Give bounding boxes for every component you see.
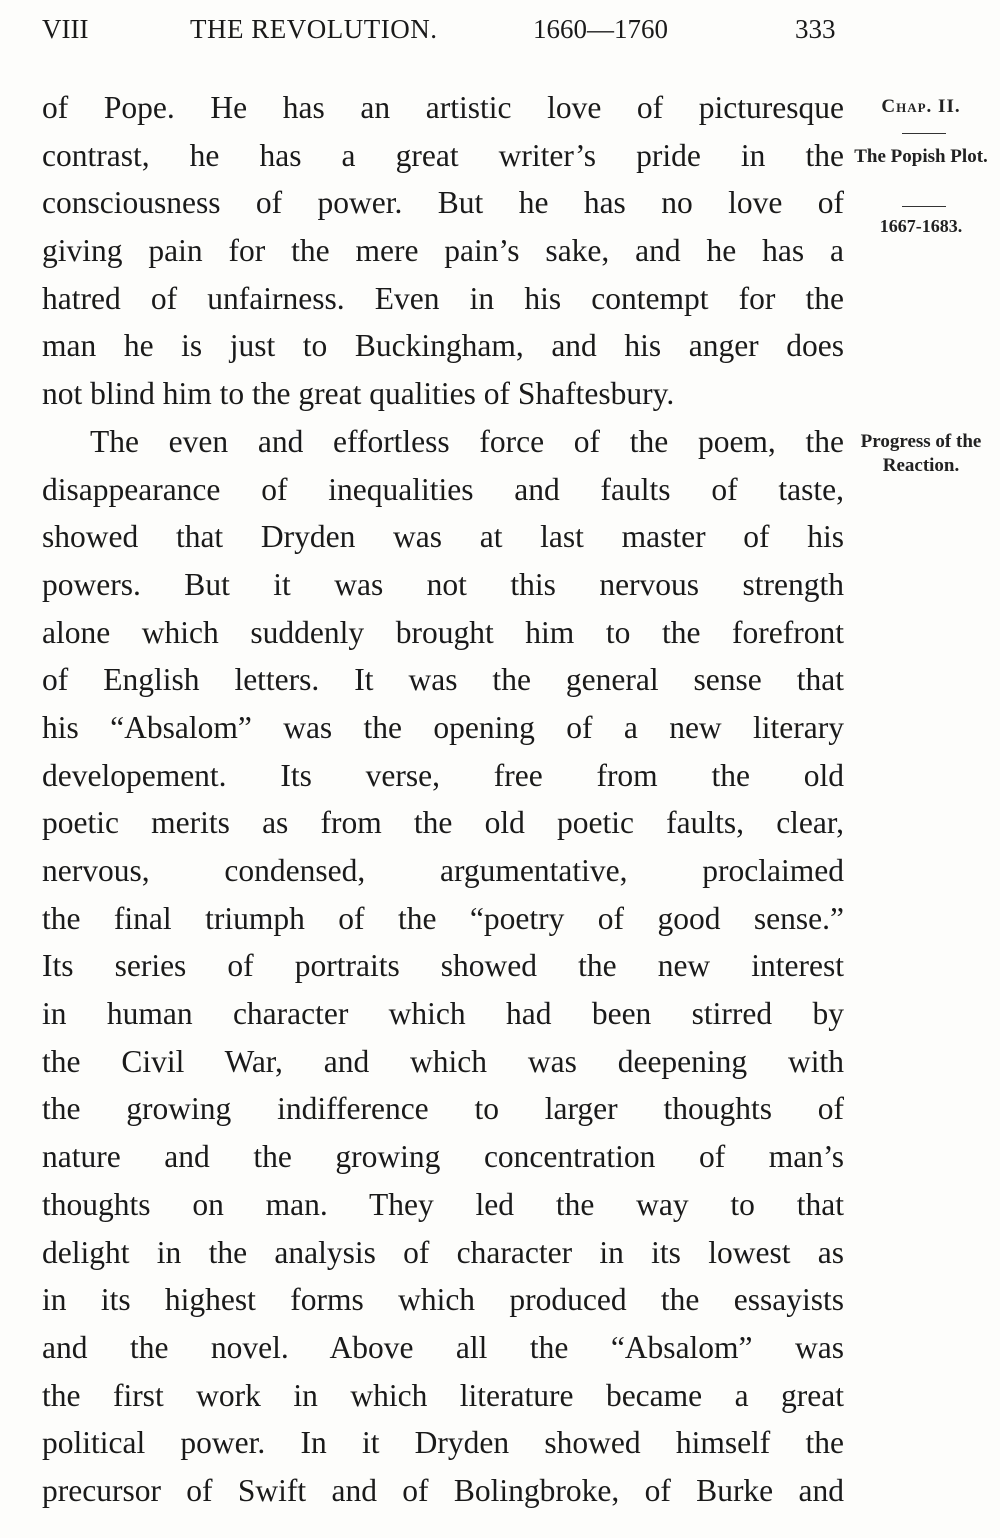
text-line: contrast, he has a great writer’s pride in the <box>42 137 844 173</box>
text-line: his “Absalom” was the opening of a new literary <box>42 709 844 745</box>
page-number: 333 <box>795 14 836 44</box>
paragraph-first-line: The even and effortless force of the poem, the <box>90 423 844 459</box>
text-line: consciousness of power. But he has no love of <box>42 185 844 221</box>
margin-date-range: 1667-1683. <box>879 216 963 236</box>
text-line: the first work in which literature became a great <box>42 1377 844 1413</box>
text-line: in its highest forms which produced the essayists <box>42 1282 844 1318</box>
text-line: nature and the growing concentration of man’s <box>42 1139 844 1175</box>
text-line: political power. In it Dryden showed himself the <box>42 1425 844 1461</box>
text-line: powers. But it was not this nervous strength <box>42 566 844 602</box>
text-line: in human character which had been stirred by <box>42 996 844 1032</box>
text-line: of Pope. He has an artistic love of picturesque <box>42 90 844 125</box>
running-title: THE REVOLUTION. <box>190 14 438 44</box>
margin-rule <box>902 206 946 207</box>
text-line: the final triumph of the “poetry of good sense.” <box>42 900 844 936</box>
margin-chapter-label: Chap. II. <box>881 96 961 117</box>
text-line: alone which suddenly brought him to the forefront <box>42 614 844 650</box>
margin-topic: The Popish Plot. <box>854 146 988 167</box>
text-line: developement. Its verse, free from the old <box>42 757 844 793</box>
text-line: the growing indifference to larger thoughts of <box>42 1091 844 1127</box>
text-line: of English letters. It was the general sense that <box>42 662 844 698</box>
text-line: man he is just to Buckingham, and his anger does <box>42 328 844 364</box>
text-line: and the novel. Above all the “Absalom” was <box>42 1329 844 1365</box>
running-header <box>0 14 1000 54</box>
text-line: precursor of Swift and of Bolingbroke, of Burke and <box>42 1472 844 1508</box>
running-dates: 1660—1760 <box>533 14 668 44</box>
text-line: showed that Dryden was at last master of his <box>42 519 844 555</box>
text-line: nervous, condensed, argumentative, proclaimed <box>42 853 844 888</box>
margin-topic-progress: Progress of the Reaction. <box>860 431 982 476</box>
text-line: delight in the analysis of character in its lowest as <box>42 1234 844 1270</box>
text-line: Its series of portraits showed the new interest <box>42 948 844 984</box>
text-line: hatred of unfairness. Even in his contempt for the <box>42 280 844 316</box>
text-line: disappearance of inequalities and faults of taste, <box>42 471 844 507</box>
text-line: thoughts on man. They led the way to that <box>42 1186 844 1222</box>
margin-rule <box>902 133 946 134</box>
text-line: poetic merits as from the old poetic faults, clear, <box>42 805 844 841</box>
text-line: the Civil War, and which was deepening with <box>42 1043 844 1079</box>
chapter-roman-numeral: VIII <box>42 14 89 44</box>
text-line: not blind him to the great qualities of Shaftesbury. <box>42 376 675 412</box>
text-line: giving pain for the mere pain’s sake, and he has a <box>42 233 844 269</box>
body-text <box>42 84 844 1515</box>
